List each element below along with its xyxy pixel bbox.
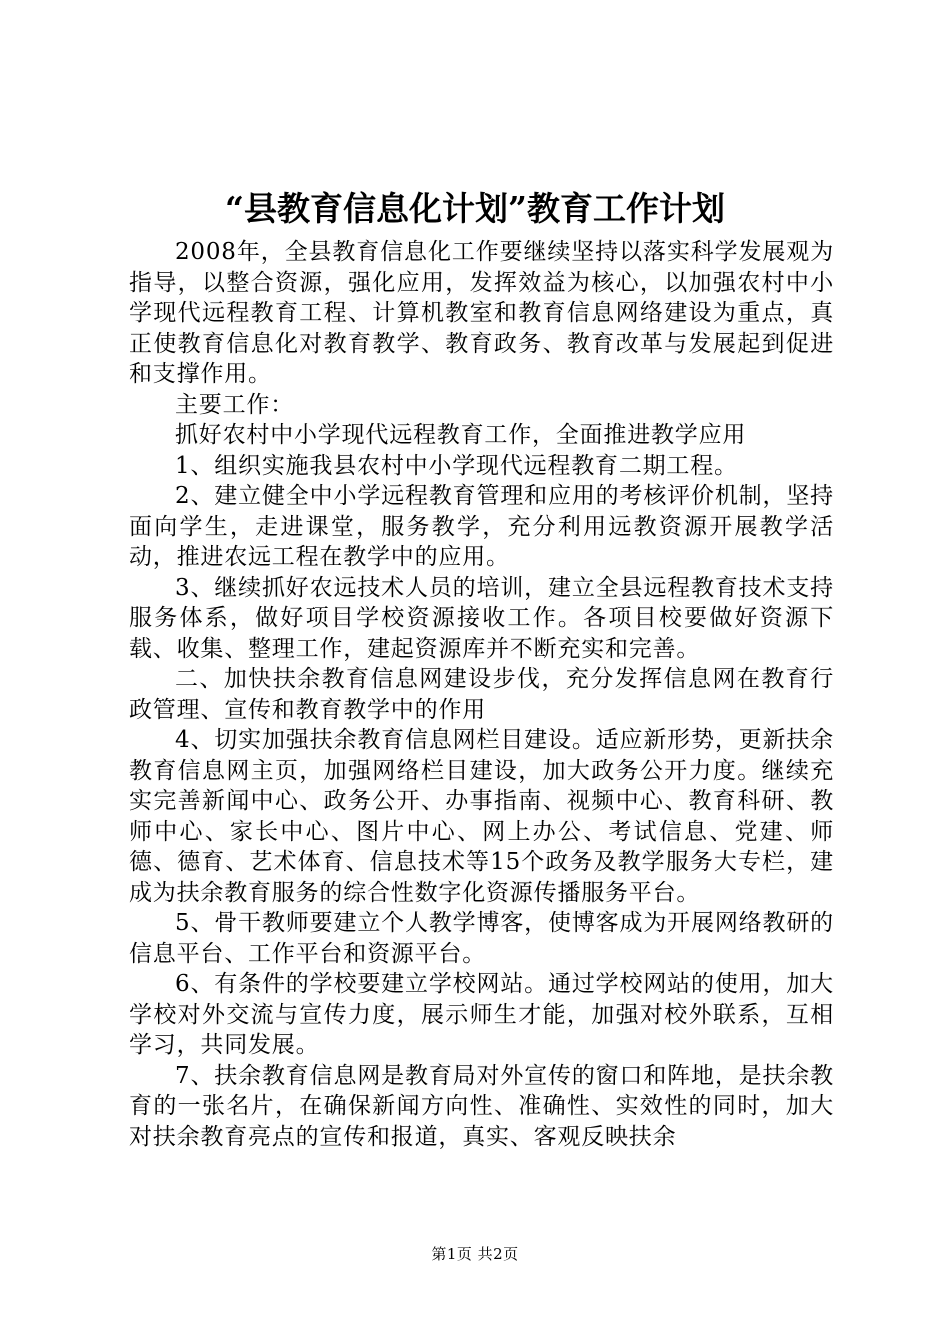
paragraph-item-1: 1、组织实施我县农村中小学现代远程教育二期工程。 [175,452,738,479]
paragraph-section-2-heading: 二、加快扶余教育信息网建设步伐，充分发挥信息网在教育行政管理、宣传和教育教学中的作用 [129,666,834,723]
paragraph-item-4: 4、切实加强扶余教育信息网栏目建设。适应新形势，更新扶余教育信息网主页，加强网络栏目建设，加大政务公开力度。继续充实完善新闻中心、政务公开、办事指南、视频中心、教育科研、教师中心、家长中心、图片中心、网上办公、考试信息、党建、师德、德育、艺术体育、信息技术等15个政务及教学服务大专栏，建成为扶余教育服务的综合性数字化资源传播服务平台。 [129,727,834,906]
document-body [129,237,834,1152]
paragraph-item-2: 2、建立健全中小学远程教育管理和应用的考核评价机制，坚持面向学生，走进课堂，服务教学，充分利用远教资源开展教学活动，推进农远工程在教学中的应用。 [129,483,834,570]
paragraph-intro: 2008年，全县教育信息化工作要继续坚持以落实科学发展观为指导，以整合资源，强化应用，发挥效益为核心，以加强农村中小学现代远程教育工程、计算机教室和教育信息网络建设为重点，真正使教育信息化对教育教学、教育政务、教育改革与发展起到促进和支撑作用。 [129,239,834,387]
paragraph-item-5: 5、骨干教师要建立个人教学博客，使博客成为开展网络教研的信息平台、工作平台和资源平台。 [129,910,834,967]
paragraph-item-7: 7、扶余教育信息网是教育局对外宣传的窗口和阵地，是扶余教育的一张名片，在确保新闻方向性、准确性、实效性的同时，加大对扶余教育亮点的宣传和报道，真实、客观反映扶余 [129,1062,834,1150]
page-number-footer: 第1页 共2页 [431,1245,519,1263]
paragraph-item-3: 3、继续抓好农远技术人员的培训，建立全县远程教育技术支持服务体系，做好项目学校资源接收工作。各项目校要做好资源下载、收集、整理工作，建起资源库并不断充实和完善。 [129,574,834,662]
paragraph-section-1-heading: 抓好农村中小学现代远程教育工作，全面推进教学应用 [175,422,747,448]
paragraph-main-tasks-heading: 主要工作： [175,391,294,418]
document-title: “县教育信息化计划”教育工作计划 [225,189,725,228]
paragraph-item-6: 6、有条件的学校要建立学校网站。通过学校网站的使用，加大学校对外交流与宣传力度，展示师生才能，加强对校外联系，互相学习，共同发展。 [129,971,834,1058]
